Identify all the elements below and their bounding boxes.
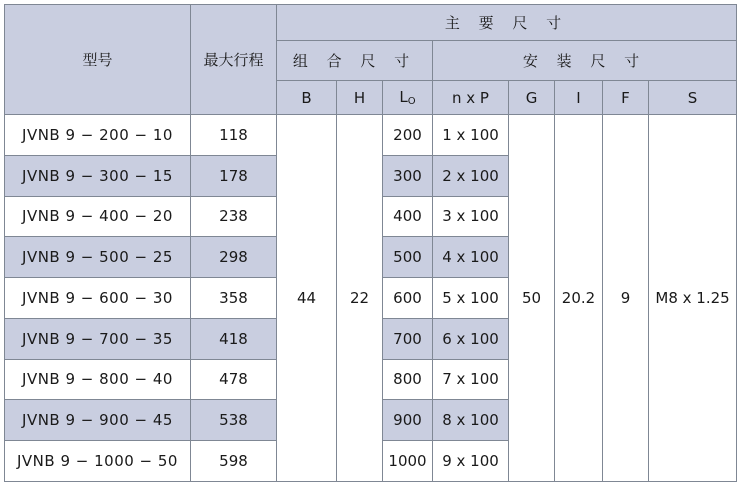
nxp-cell: 6 x 100 [433,318,509,359]
header-col-F: F [603,81,649,115]
model-cell: JVNB 9 − 500 − 25 [5,237,191,278]
stroke-cell: 598 [191,441,277,482]
nxp-cell: 2 x 100 [433,155,509,196]
nxp-cell: 7 x 100 [433,359,509,400]
stroke-cell: 118 [191,115,277,156]
model-cell: JVNB 9 − 600 − 30 [5,278,191,319]
stroke-cell: 178 [191,155,277,196]
model-cell: JVNB 9 − 700 − 35 [5,318,191,359]
lo-cell: 1000 [383,441,433,482]
lo-cell: 700 [383,318,433,359]
nxp-cell: 4 x 100 [433,237,509,278]
dim-H-cell: 22 [337,115,383,482]
header-model: 型号 [5,5,191,115]
model-cell: JVNB 9 − 400 − 20 [5,196,191,237]
header-main-dims: 主 要 尺 寸 [277,5,737,41]
nxp-cell: 8 x 100 [433,400,509,441]
lo-cell: 400 [383,196,433,237]
model-cell: JVNB 9 − 800 − 40 [5,359,191,400]
stroke-cell: 298 [191,237,277,278]
lo-cell: 300 [383,155,433,196]
nxp-cell: 9 x 100 [433,441,509,482]
stroke-cell: 238 [191,196,277,237]
stroke-cell: 538 [191,400,277,441]
dim-B-cell: 44 [277,115,337,482]
stroke-cell: 478 [191,359,277,400]
lo-cell: 900 [383,400,433,441]
dim-F-cell: 9 [603,115,649,482]
spec-table [4,4,737,482]
dim-G-cell: 50 [509,115,555,482]
header-col-Lo [383,81,433,115]
dim-S-cell: M8 x 1.25 [649,115,737,482]
header-install-dims: 安 装 尺 寸 [433,41,737,81]
header-col-H: H [337,81,383,115]
model-cell: JVNB 9 − 1000 − 50 [5,441,191,482]
header-col-L-text: L [399,88,408,106]
header-col-L-sub: O [407,96,416,107]
header-col-B: B [277,81,337,115]
header-col-I: I [555,81,603,115]
model-cell: JVNB 9 − 300 − 15 [5,155,191,196]
header-combo-dims: 组 合 尺 寸 [277,41,433,81]
header-max-stroke: 最大行程 [191,5,277,115]
nxp-cell: 3 x 100 [433,196,509,237]
lo-cell: 200 [383,115,433,156]
header-col-nxP: n x P [433,81,509,115]
lo-cell: 800 [383,359,433,400]
model-cell: JVNB 9 − 200 − 10 [5,115,191,156]
nxp-cell: 1 x 100 [433,115,509,156]
header-col-S: S [649,81,737,115]
nxp-cell: 5 x 100 [433,278,509,319]
lo-cell: 500 [383,237,433,278]
dim-I-cell: 20.2 [555,115,603,482]
header-col-G: G [509,81,555,115]
stroke-cell: 418 [191,318,277,359]
stroke-cell: 358 [191,278,277,319]
model-cell: JVNB 9 − 900 − 45 [5,400,191,441]
lo-cell: 600 [383,278,433,319]
table-row [5,115,737,156]
